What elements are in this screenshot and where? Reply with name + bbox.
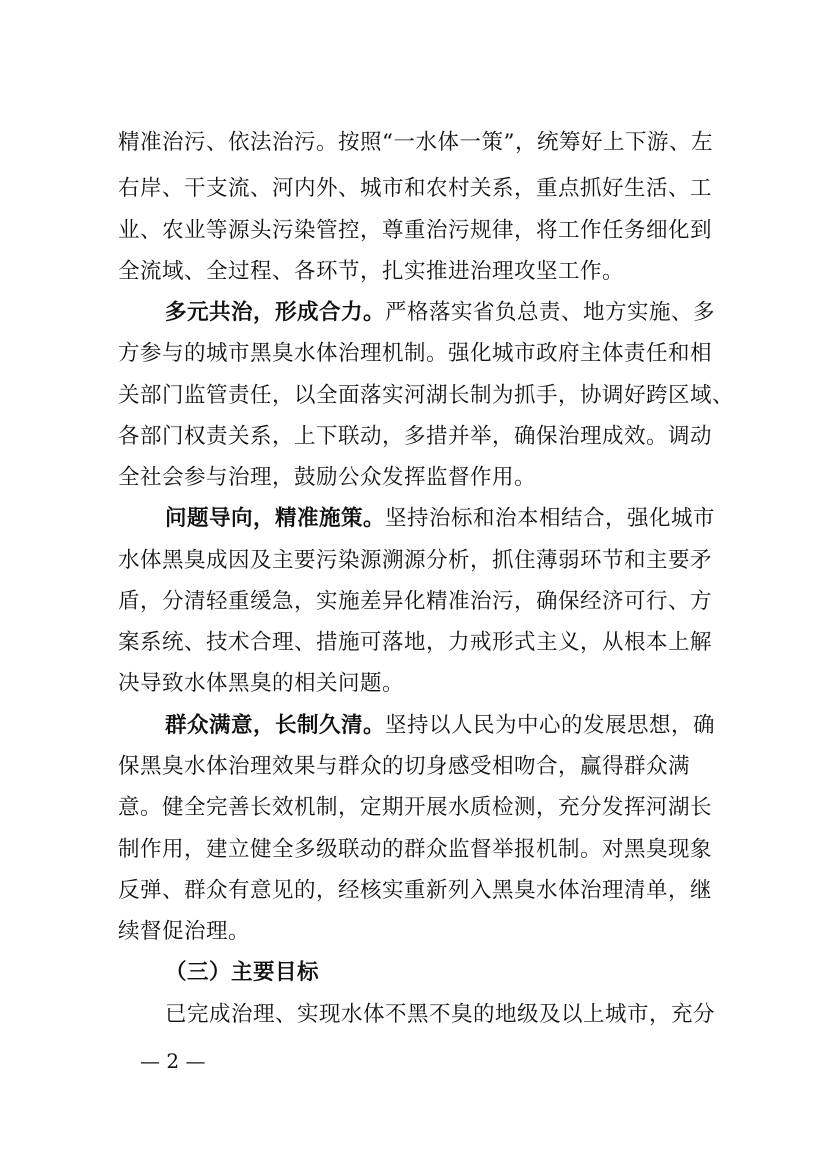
paragraph-text: 坚持治标和治本相结合，强化城市 (385, 506, 716, 531)
page-number: — 2 — (140, 1049, 206, 1073)
paragraph-text: 坚持以人民为中心的发展思想，确 (385, 713, 716, 738)
paragraph-line: 全社会参与治理，鼓励公众发挥监督作用。 (118, 465, 537, 490)
paragraph-text: 严格落实省负总责、地方实施、多 (385, 300, 716, 325)
paragraph-first-line: 已完成治理、实现水体不黑不臭的地级及以上城市，充分 (165, 1002, 716, 1027)
paragraph-line: 保黑臭水体治理效果与群众的切身感受相吻合，赢得群众满 (118, 754, 691, 779)
paragraph-line: 盾，分清轻重缓急，实施差异化精准治污，确保经济可行、方 (118, 589, 713, 614)
paragraph-line: 案系统、技术合理、措施可落地，力戒形式主义，从根本上解 (118, 630, 713, 655)
paragraph-line: 右岸、干支流、河内外、城市和农村关系，重点抓好生活、工 (118, 176, 713, 201)
paragraph-line: 反弹、群众有意见的，经核实重新列入黑臭水体治理清单，继 (118, 878, 713, 903)
paragraph-line: 制作用，建立健全多级联动的群众监督举报机制。对黑臭现象 (118, 837, 713, 862)
paragraph-first-line (165, 298, 716, 328)
paragraph-line: 水体黑臭成因及主要污染源溯源分析，抓住薄弱环节和主要矛 (118, 548, 713, 573)
paragraph-line: 方参与的城市黑臭水体治理机制。强化城市政府主体责任和相 (118, 341, 713, 366)
paragraph-first-line (165, 711, 716, 741)
paragraph-line: 决导致水体黑臭的相关问题。 (118, 671, 405, 696)
paragraph-line: 续督促治理。 (118, 919, 251, 944)
paragraph-line: 各部门权责关系，上下联动，多措并举，确保治理成效。调动 (118, 424, 713, 449)
paragraph-lead: 群众满意，长制久清。 (165, 713, 386, 738)
paragraph-line: 精准治污、依法治污。按照“一水体一策”，统筹好上下游、左 (118, 130, 713, 155)
section-heading: （三）主要目标 (165, 960, 320, 985)
paragraph-line: 全流域、全过程、各环节，扎实推进治理攻坚工作。 (118, 259, 625, 284)
paragraph-line: 意。健全完善长效机制，定期开展水质检测，充分发挥河湖长 (118, 795, 713, 820)
paragraph-line: 关部门监管责任，以全面落实河湖长制为抓手，协调好跨区域、 (118, 383, 735, 408)
paragraph-lead: 多元共治，形成合力。 (165, 300, 386, 325)
paragraph-lead: 问题导向，精准施策。 (165, 506, 386, 531)
paragraph-first-line (165, 504, 716, 534)
paragraph-line: 业、农业等源头污染管控，尊重治污规律，将工作任务细化到 (118, 218, 713, 243)
